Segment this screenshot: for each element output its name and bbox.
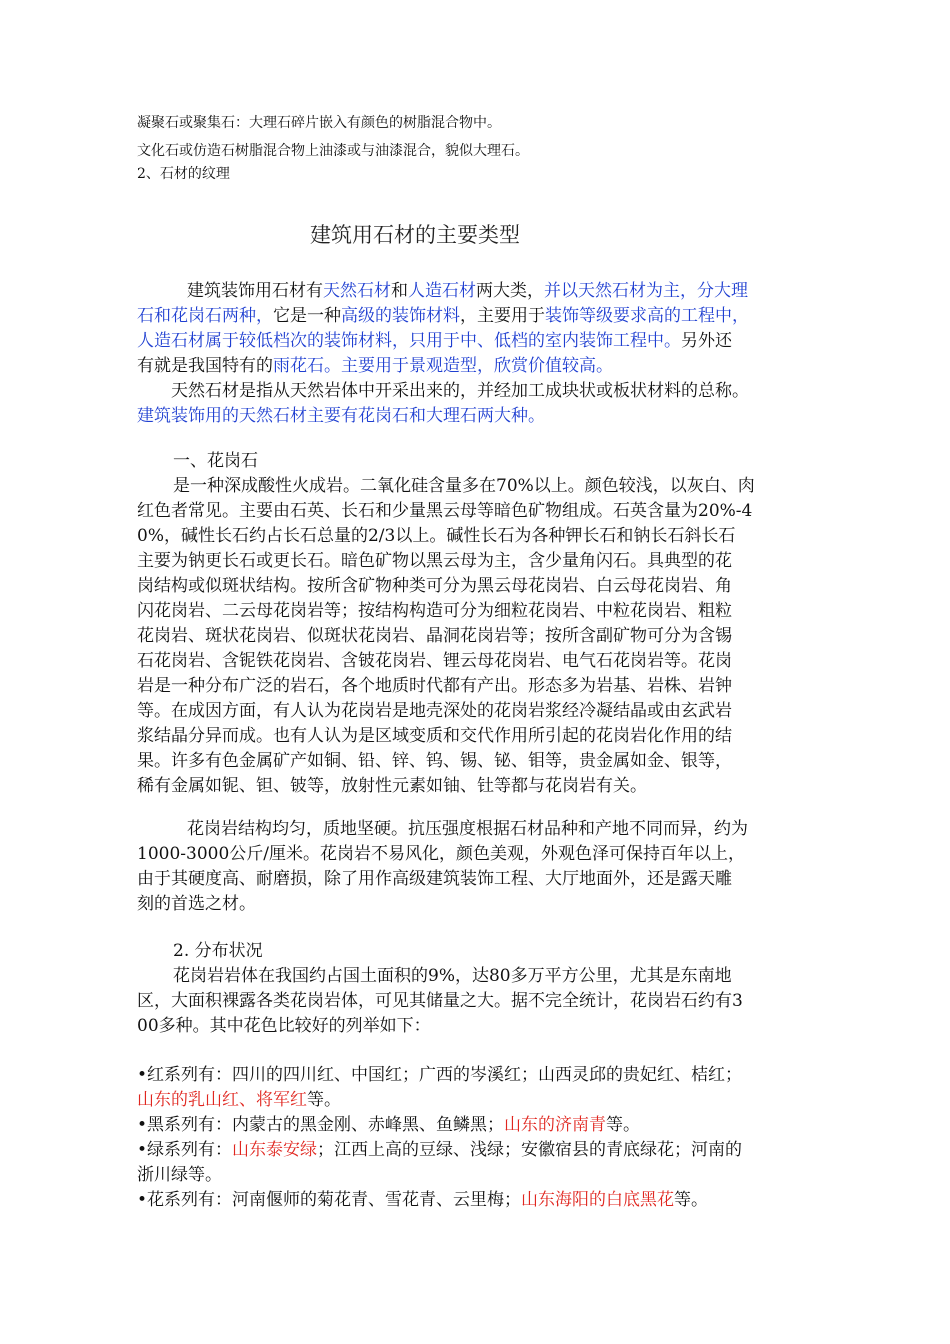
- body-line: 区，大面积裸露各类花岗岩体，可见其储量之大。据不完全统计，花岗岩石约有3: [137, 991, 743, 1011]
- intro-line: 有就是我国特有的雨花石。主要用于景观造型，欣赏价值较高。: [137, 356, 613, 376]
- body-line: 岩是一种分布广泛的岩石，各个地质时代都有产出。形态多为岩基、岩株、岩钟: [137, 676, 732, 696]
- list-item: •绿系列有：山东泰安绿；江西上高的豆绿、浅绿；安徽宿县的青底绿花；河南的: [137, 1140, 743, 1160]
- list-item: •黑系列有：内蒙古的黑金刚、赤峰黑、鱼鳞黑；山东的济南青等。: [137, 1115, 641, 1135]
- body-line: 岗结构或似斑状结构。按所含矿物种类可分为黑云母花岗岩、白云母花岗岩、角: [137, 576, 732, 596]
- intro-line: 建筑装饰用的天然石材主要有花岗石和大理石两大种。: [137, 406, 545, 426]
- body-line: 等。在成因方面，有人认为花岗岩是地壳深处的花岗岩浆经冷凝结晶或由玄武岩: [137, 701, 732, 721]
- body-line: 主要为钠更长石或更长石。暗色矿物以黑云母为主，含少量角闪石。具典型的花: [137, 551, 732, 571]
- intro-line: 石和花岗石两种，它是一种高级的装饰材料，主要用于装饰等级要求高的工程中，: [137, 306, 749, 326]
- granite-properties: [137, 817, 827, 917]
- body-line: 红色者常见。主要由石英、长石和少量黑云母等暗色矿物组成。石英含量为20%-4: [137, 501, 753, 521]
- page-title: 建筑用石材的主要类型: [310, 223, 520, 247]
- list-item-continuation: 浙川绿等。: [137, 1165, 222, 1185]
- section-heading: 一、花岗石: [173, 451, 258, 471]
- body-line: 闪花岗岩、二云母花岗岩等；按结构构造可分为细粒花岗岩、中粒花岗岩、粗粒: [137, 601, 732, 621]
- color-series-list: [137, 1063, 827, 1213]
- body-line: 花岗岩结构均匀，质地坚硬。抗压强度根据石材品种和产地不同而异，约为: [187, 819, 748, 839]
- section-subheading: 2、石材的纹理: [137, 166, 230, 182]
- body-line: 石花岗岩、含铌铁花岗岩、含铍花岗岩、锂云母花岗岩、电气石花岗岩等。花岗: [137, 651, 732, 671]
- body-line: 浆结晶分异而成。也有人认为是区域变质和交代作用所引起的花岗岩化作用的结: [137, 726, 732, 746]
- note-line: 凝聚石或聚集石：大理石碎片嵌入有颜色的树脂混合物中。: [137, 115, 501, 131]
- body-line: 花岗岩、斑状花岗岩、似斑状花岗岩、晶洞花岗岩等；按所含副矿物可分为含锡: [137, 626, 732, 646]
- list-item: •红系列有：四川的四川红、中国红；广西的岑溪红；山西灵邱的贵妃红、桔红；: [137, 1065, 743, 1085]
- body-line: 0%，碱性长石约占长石总量的2/3以上。碱性长石为各种钾长石和钠长石斜长石: [137, 526, 736, 546]
- list-item: •花系列有：河南偃师的菊花青、雪花青、云里梅；山东海阳的白底黑花等。: [137, 1190, 709, 1210]
- intro-paragraph: [137, 279, 827, 429]
- body-line: 稀有金属如铌、钽、铍等，放射性元素如铀、钍等都与花岗岩有关。: [137, 776, 647, 796]
- body-line: 00多种。其中花色比较好的列举如下：: [137, 1016, 431, 1036]
- body-line: 果。许多有色金属矿产如铜、铅、锌、钨、锡、铋、钼等，贵金属如金、银等，: [137, 751, 732, 771]
- list-item-continuation: 山东的乳山红、将军红等。: [137, 1090, 341, 1110]
- section-heading: 2. 分布状况: [173, 941, 263, 961]
- body-line: 1000-3000公斤/厘米。花岗岩不易风化，颜色美观，外观色泽可保持百年以上，: [137, 844, 745, 864]
- distribution-section: [137, 939, 827, 1039]
- body-line: 是一种深成酸性火成岩。二氧化硅含量多在70%以上。颜色较浅，以灰白、肉: [173, 476, 755, 496]
- intro-line: 人造石材属于较低档次的装饰材料，只用于中、低档的室内装饰工程中。另外还: [137, 331, 732, 351]
- body-line: 由于其硬度高、耐磨损，除了用作高级建筑装饰工程、大厅地面外，还是露天雕: [137, 869, 732, 889]
- body-line: 刻的首选之材。: [137, 894, 256, 914]
- note-line: 文化石或仿造石树脂混合物上油漆或与油漆混合，貌似大理石。: [137, 143, 529, 159]
- granite-section: [137, 449, 827, 799]
- body-line: 花岗岩岩体在我国约占国土面积的9%，达80多万平方公里，尤其是东南地: [173, 966, 732, 986]
- intro-line: 建筑装饰用石材有天然石材和人造石材两大类，并以天然石材为主，分大理: [187, 281, 748, 301]
- intro-line: 天然石材是指从天然岩体中开采出来的，并经加工成块状或板状材料的总称。: [171, 381, 749, 401]
